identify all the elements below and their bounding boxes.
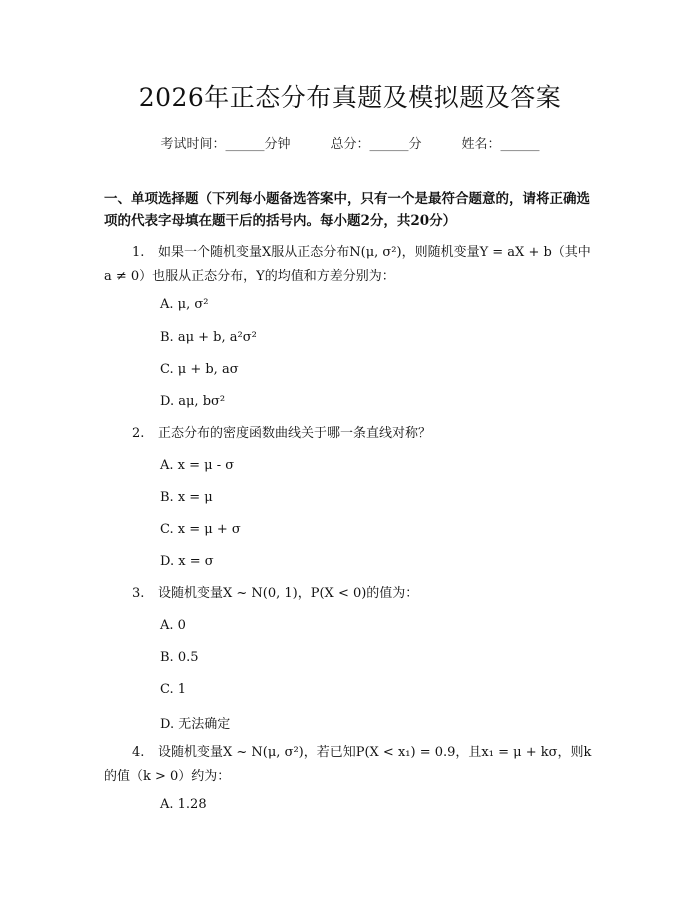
option-3b: B. 0.5	[160, 650, 199, 665]
question-stem: 设随机变量X ~ N(μ, σ²)，若已知P(X < x₁) = 0.9，且x₁ = μ + kσ，则k的值（k > 0）约为：	[104, 745, 592, 784]
question-stem: 设随机变量X ~ N(0, 1)，P(X < 0)的值为：	[158, 586, 419, 601]
option-2c: C. x = μ + σ	[160, 522, 241, 537]
question-1	[104, 241, 596, 289]
option-1a: A. μ, σ²	[160, 297, 209, 312]
option-3a: A. 0	[160, 618, 186, 633]
option-2b: B. x = μ	[160, 490, 213, 505]
name-field: 姓名：______	[461, 137, 540, 152]
option-4a: A. 1.28	[160, 797, 207, 812]
option-2d: D. x = σ	[160, 554, 214, 569]
question-number: 1.	[132, 245, 145, 260]
option-1c: C. μ + b, aσ	[160, 362, 239, 377]
exam-meta	[0, 133, 700, 152]
option-1d: D. aμ, bσ²	[160, 394, 226, 409]
option-3d: D. 无法确定	[160, 717, 231, 732]
question-stem: 正态分布的密度函数曲线关于哪一条直线对称？	[158, 426, 432, 441]
section-heading: 一、单项选择题（下列每小题备选答案中，只有一个是最符合题意的，请将正确选项的代表字母填在题干后的括号内。每小题2分，共20分）	[104, 191, 590, 229]
question-3	[104, 582, 596, 606]
option-2a: A. x = μ - σ	[160, 458, 235, 473]
question-number: 3.	[132, 586, 145, 601]
question-2	[104, 422, 596, 446]
option-3c: C. 1	[160, 682, 187, 697]
option-1b: B. aμ + b, a²σ²	[160, 330, 257, 345]
exam-time-field: 考试时间：______分钟	[160, 137, 291, 152]
question-number: 2.	[132, 426, 145, 441]
question-4	[104, 741, 596, 789]
question-number: 4.	[132, 745, 145, 760]
question-stem: 如果一个随机变量X服从正态分布N(μ, σ²)，则随机变量Y = aX + b（其中a ≠ 0）也服从正态分布，Y的均值和方差分别为：	[104, 245, 591, 284]
page-title: 2026年正态分布真题及模拟题及答案	[138, 83, 562, 112]
total-score-field: 总分：______分	[330, 137, 422, 152]
